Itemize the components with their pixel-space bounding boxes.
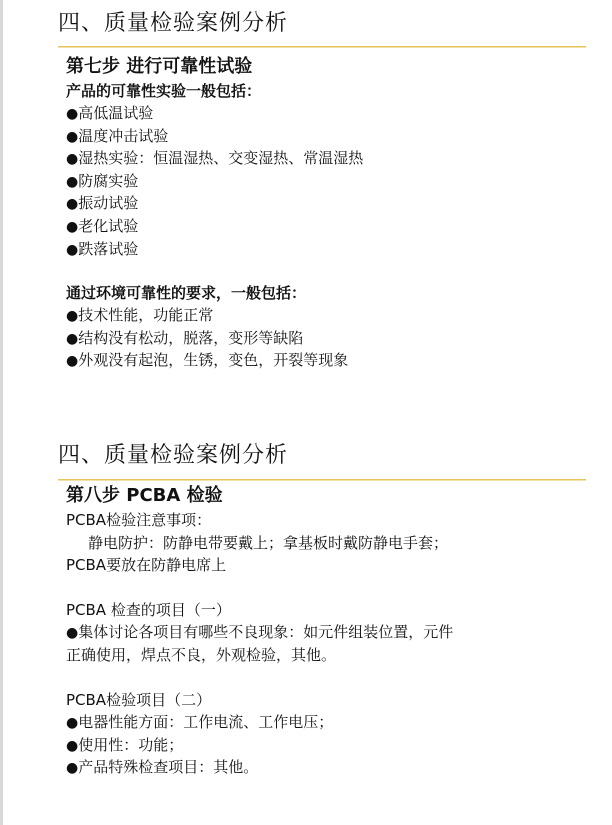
list-item: ●电器性能方面：工作电流、工作电压； [66,713,334,732]
bullet-icon: ● [66,106,79,122]
tests-subheading: 产品的可靠性实验一般包括： [66,82,262,100]
requirements-list [66,304,363,372]
bullet-icon: ● [66,760,79,777]
slide-heading: 四、质量检验案例分析 [58,11,289,36]
list-item: ●产品特殊检查项目：其他。 [66,758,259,777]
slide-heading: 四、质量检验案例分析 [58,443,289,468]
list-item: ●温度冲击试验 [66,126,169,145]
heading-divider [58,479,586,481]
slide-content [66,483,453,779]
slide-content [66,54,363,372]
bullet-icon: ● [66,330,79,347]
bullet-icon: ● [66,737,79,754]
notes-line: 静电防护：防静电带要戴上；拿基板时戴防静电手套； [88,533,449,552]
bullet-icon: ● [66,151,79,168]
list-item: ●集体讨论各项目有哪些不良现象：如元件组装位置，元件 [66,623,454,642]
bullet-icon: ● [66,128,79,145]
heading-divider [58,46,586,48]
slide-step-eight [0,420,612,825]
list-item-continuation: 正确使用，焊点不良，外观检验，其他。 [66,645,337,664]
list-item: ●结构没有松动，脱落，变形等缺陷 [66,328,304,347]
bullet-icon: ● [66,625,79,642]
bullet-icon: ● [66,218,79,235]
items-two-title: PCBA检验项目（二） [66,690,212,709]
items-one-title: PCBA 检查的项目（一） [66,600,231,619]
bullet-icon: ● [66,196,79,213]
notes-title: PCBA检验注意事项： [66,511,212,529]
list-item: ●跌落试验 [66,239,139,258]
list-item: ●防腐实验 [66,171,139,190]
list-item: ●高低温试验 [66,104,154,122]
list-item: ●外观没有起泡，生锈，变色，开裂等现象 [66,351,349,370]
list-item: ●老化试验 [66,216,139,235]
bullet-icon: ● [66,308,79,325]
tests-list [66,102,363,260]
list-item: ●技术性能，功能正常 [66,306,214,325]
bullet-icon: ● [66,715,79,732]
bullet-icon: ● [66,241,79,258]
step-title: 第七步 进行可靠性试验 [66,56,253,77]
bullet-icon: ● [66,353,79,370]
slide-step-seven [0,0,612,400]
bullet-icon: ● [66,173,79,190]
notes-line: PCBA要放在防静电席上 [66,556,227,575]
list-item: ●振动试验 [66,194,139,213]
list-item: ●使用性：功能； [66,735,184,754]
requirements-subheading: 通过环境可靠性的要求，一般包括： [66,284,307,303]
list-item: ●湿热实验：恒温湿热、交变湿热、常温湿热 [66,149,364,168]
step-title: 第八步 PCBA 检验 [66,485,223,506]
